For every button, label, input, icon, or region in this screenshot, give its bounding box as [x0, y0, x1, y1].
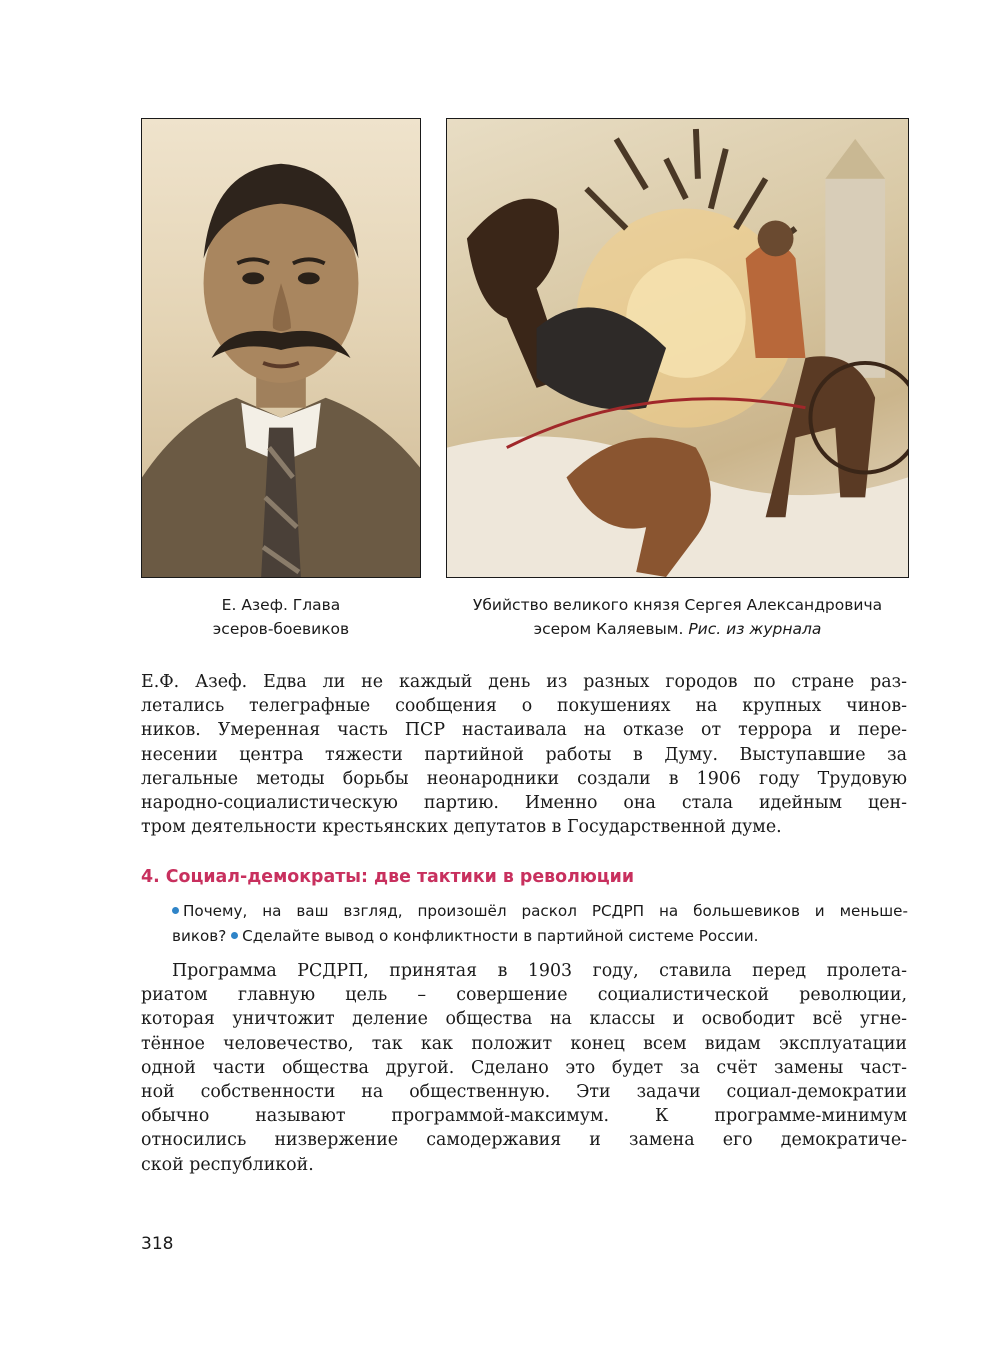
- text-line: народно-социалистическую партию. Именно она стала идейным цен-: [141, 792, 907, 813]
- painting-caption: [440, 593, 915, 641]
- illustration-assassination-grand-duke: [446, 118, 909, 578]
- bullet-icon: [172, 907, 179, 914]
- bullet-icon: [231, 932, 238, 939]
- text-line: обычно называют программой-максимум. К программе-минимум: [141, 1106, 907, 1127]
- text-line: тром деятельности крестьянских депутатов в Государственной думе.: [141, 817, 782, 838]
- text-line: легальные методы борьбы неонародники создали в 1906 году Трудовую: [141, 768, 907, 789]
- question-text: Почему, на ваш взгляд, произошёл раскол РСДРП на большевиков и меньше-: [183, 902, 908, 920]
- portrait-photo-azef: [141, 118, 421, 578]
- section-heading: 4. Социал-демократы: две тактики в революции: [141, 867, 635, 887]
- text-line: ников. Умеренная часть ПСР настаивала на отказе от террора и пере-: [141, 720, 907, 741]
- caption-source-italic: Рис. из журнала: [688, 620, 822, 638]
- question-line: [172, 924, 908, 949]
- question-line: [172, 899, 908, 924]
- text-line: Е.Ф. Азеф. Едва ли не каждый день из разных городов по стране раз-: [141, 672, 907, 692]
- text-line: риатом главную цель – совершение социалистической революции,: [141, 985, 907, 1006]
- caption-line: эсеров-боевиков: [212, 620, 350, 638]
- caption-line: Е. Азеф. Глава: [221, 596, 341, 614]
- paragraph-rsdrp-program: [141, 959, 907, 1177]
- paragraph-srs-tactics: [141, 670, 907, 839]
- caption-line: [440, 617, 915, 641]
- text-line: несении центра тяжести партийной работы в Думу. Выступавшие за: [141, 744, 907, 765]
- text-line: летались телеграфные сообщения о покушениях на крупных чинов-: [141, 696, 907, 717]
- text-line: Программа РСДРП, принятая в 1903 году, ставила перед пролета-: [172, 961, 907, 981]
- text-line: относились низвержение самодержавия и замена его демократиче-: [141, 1130, 907, 1151]
- text-line: ной собственности на общественную. Эти задачи социал-демократии: [141, 1081, 907, 1102]
- explosion-scene-illustration: [447, 119, 908, 577]
- portrait-illustration: [142, 119, 420, 577]
- text-line: которая уничтожит деление общества на классы и освободит всё угне-: [141, 1009, 907, 1030]
- text-line: одной части общества другой. Сделано это будет за счёт замены част-: [141, 1057, 907, 1078]
- text-line: ской республикой.: [141, 1154, 314, 1175]
- question-text: Сделайте вывод о конфликтности в партийной системе России.: [242, 927, 759, 945]
- question-text: виков?: [172, 927, 227, 945]
- section-questions: [172, 899, 908, 949]
- caption-text: эсером Каляевым.: [533, 620, 684, 638]
- page-number: 318: [141, 1234, 174, 1254]
- portrait-caption: [141, 593, 421, 641]
- caption-line: Убийство великого князя Сергея Александровича: [472, 596, 883, 614]
- text-line: тённое человечество, так как положит конец всем видам эксплуатации: [141, 1033, 907, 1054]
